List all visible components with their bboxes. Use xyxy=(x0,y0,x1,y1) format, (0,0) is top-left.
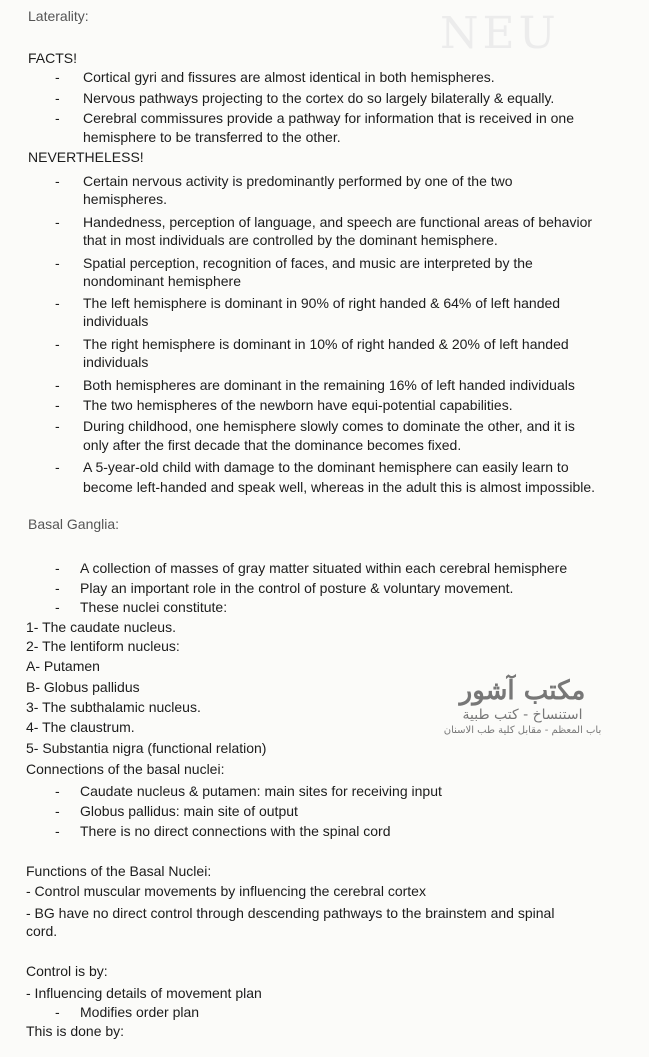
bullet-dash: - xyxy=(55,336,60,352)
bullet-dash: - xyxy=(55,173,60,189)
function-item: - Control muscular movements by influencing the cerebral cortex xyxy=(26,883,426,899)
nevertheless-item: individuals xyxy=(83,313,149,329)
nevertheless-item: During childhood, one hemisphere slowly comes to dominate the other, and it is xyxy=(83,418,575,434)
basal-ganglia-bullet: Play an important role in the control of posture & voluntary movement. xyxy=(80,580,514,596)
section-heading-laterality: Laterality: xyxy=(28,8,89,24)
nucleus-item: B- Globus pallidus xyxy=(26,679,140,695)
stamp-service: استنساخ - كتب طبية xyxy=(462,707,583,723)
nucleus-item: 2- The lentiform nucleus: xyxy=(26,638,180,654)
function-item: - BG have no direct control through descending pathways to the brainstem and spinal xyxy=(26,905,555,921)
bullet-dash: - xyxy=(55,599,60,615)
nevertheless-item: A 5-year-old child with damage to the dominant hemisphere can easily learn to xyxy=(83,459,569,475)
nevertheless-item: The left hemisphere is dominant in 90% of right handed & 64% of left handed xyxy=(83,295,561,311)
background-watermark: NEU xyxy=(440,8,560,59)
done-by-label: This is done by: xyxy=(26,1023,125,1039)
connection-item: Caudate nucleus & putamen: main sites for receiving input xyxy=(80,783,442,799)
bullet-dash: - xyxy=(55,459,60,475)
nevertheless-item: become left-handed and speak well, whereas in the adult this is almost impossible. xyxy=(83,479,596,495)
nucleus-item: A- Putamen xyxy=(26,658,100,674)
shop-stamp xyxy=(420,676,625,738)
nevertheless-item: Certain nervous activity is predominantly performed by one of the two xyxy=(83,173,513,189)
bullet-dash: - xyxy=(55,214,60,230)
nucleus-item: 5- Substantia nigra (functional relation) xyxy=(26,740,267,756)
nevertheless-item: The right hemisphere is dominant in 10% of right handed & 20% of left handed xyxy=(83,336,569,352)
connection-item: Globus pallidus: main site of output xyxy=(80,803,298,819)
fact-item: hemisphere to be transferred to the other. xyxy=(83,129,341,145)
control-heading: Control is by: xyxy=(26,963,108,979)
bullet-dash: - xyxy=(55,295,60,311)
nucleus-item: 1- The caudate nucleus. xyxy=(26,619,176,635)
stamp-shop-name: مكتب آشور xyxy=(459,676,586,706)
bullet-dash: - xyxy=(55,1004,60,1020)
nevertheless-item: Handedness, perception of language, and speech are functional areas of behavior xyxy=(83,214,593,230)
bullet-dash: - xyxy=(55,110,60,126)
bullet-dash: - xyxy=(55,803,60,819)
connections-heading: Connections of the basal nuclei: xyxy=(26,761,225,777)
bullet-dash: - xyxy=(55,823,60,839)
fact-item: Cortical gyri and fissures are almost identical in both hemispheres. xyxy=(83,69,495,85)
nevertheless-item: nondominant hemisphere xyxy=(83,273,241,289)
nucleus-item: 4- The claustrum. xyxy=(26,719,135,735)
control-sub-item: Modifies order plan xyxy=(80,1004,200,1020)
function-item: cord. xyxy=(26,923,58,939)
basal-ganglia-bullet: These nuclei constitute: xyxy=(80,599,228,615)
bullet-dash: - xyxy=(55,418,60,434)
nucleus-item: 3- The subthalamic nucleus. xyxy=(26,699,201,715)
nevertheless-item: that in most individuals are controlled by the dominant hemisphere. xyxy=(83,232,498,248)
bullet-dash: - xyxy=(55,90,60,106)
control-item: - Influencing details of movement plan xyxy=(26,985,262,1001)
bullet-dash: - xyxy=(55,255,60,271)
connection-item: There is no direct connections with the spinal cord xyxy=(80,823,391,839)
fact-item: Nervous pathways projecting to the cortex do so largely bilaterally & equally. xyxy=(83,90,555,106)
section-heading-functions: Functions of the Basal Nuclei: xyxy=(26,863,212,879)
facts-heading: FACTS! xyxy=(28,50,78,66)
nevertheless-item: hemispheres. xyxy=(83,191,168,207)
bullet-dash: - xyxy=(55,580,60,596)
nevertheless-item: Spatial perception, recognition of faces, and music are interpreted by the xyxy=(83,255,533,271)
bullet-dash: - xyxy=(55,377,60,393)
stamp-address: باب المعظم - مقابل كلية طب الاسنان xyxy=(443,725,602,736)
nevertheless-heading: NEVERTHELESS! xyxy=(28,149,144,165)
nevertheless-item: Both hemispheres are dominant in the remaining 16% of left handed individuals xyxy=(83,377,575,393)
bullet-dash: - xyxy=(55,560,60,576)
bullet-dash: - xyxy=(55,69,60,85)
section-heading-basal-ganglia: Basal Ganglia: xyxy=(28,516,120,532)
fact-item: Cerebral commissures provide a pathway for information that is received in one xyxy=(83,110,575,126)
nevertheless-item: The two hemispheres of the newborn have equi-potential capabilities. xyxy=(83,397,513,413)
bullet-dash: - xyxy=(55,783,60,799)
nevertheless-item: individuals xyxy=(83,354,149,370)
bullet-dash: - xyxy=(55,397,60,413)
basal-ganglia-bullet: A collection of masses of gray matter situated within each cerebral hemisphere xyxy=(80,560,568,576)
nevertheless-item: only after the first decade that the dominance becomes fixed. xyxy=(83,437,462,453)
